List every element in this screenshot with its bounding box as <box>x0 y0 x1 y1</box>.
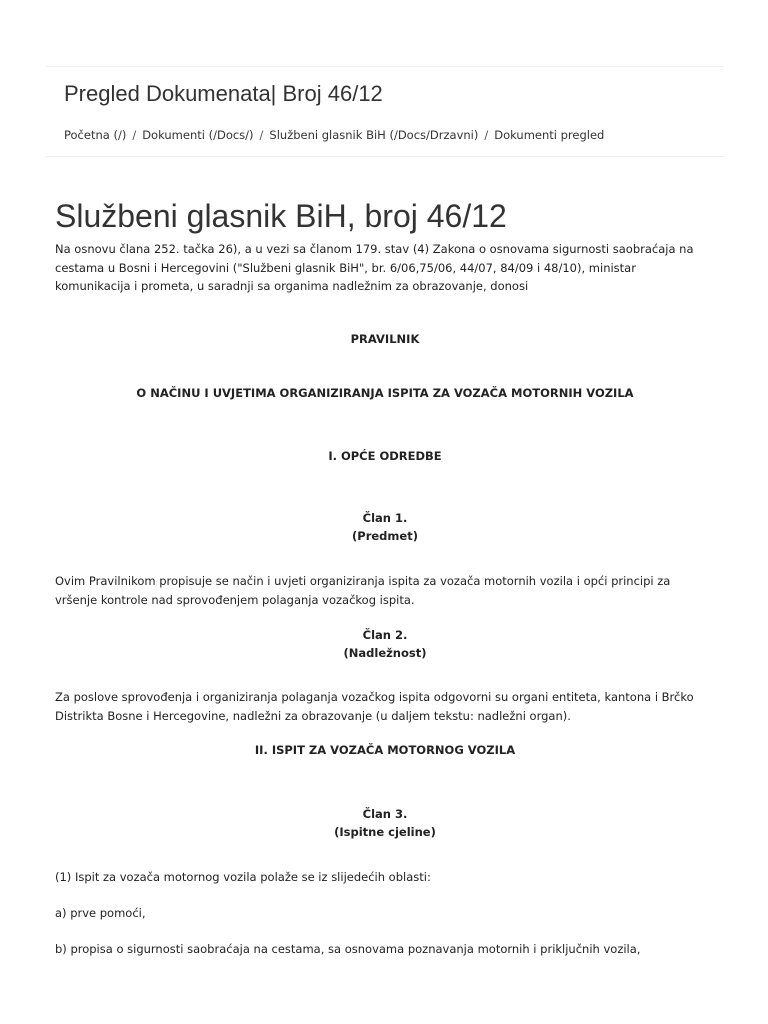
article-2-title: Član 2. <box>362 628 408 642</box>
breadcrumb-separator: / <box>132 128 137 142</box>
breadcrumb-home-link[interactable]: Početna (/) <box>64 128 127 142</box>
document-title: Službeni glasnik BiH, broj 46/12 <box>55 198 507 234</box>
page-title: Pregled Dokumenata| Broj 46/12 <box>64 81 383 106</box>
article-3-subtitle: (Ispitne cjeline) <box>334 825 436 839</box>
article-3-item-b: b) propisa o sigurnosti saobraćaja na cestama, sa osnovama poznavanja motornih i priključnih vozila, <box>55 942 641 956</box>
section-heading-1: I. OPĆE ODREDBE <box>328 449 442 463</box>
heading-subtitle: O NAČINU I UVJETIMA ORGANIZIRANJA ISPITA ZA VOZAČA MOTORNIH VOZILA <box>136 386 634 400</box>
section-heading-2: II. ISPIT ZA VOZAČA MOTORNOG VOZILA <box>254 743 516 757</box>
page-header <box>46 66 724 157</box>
article-2-text: Za poslove sprovođenja i organiziranja polaganja vozačkog ispita odgovorni su organi entiteta, kantona i Brčko Distrikta Bosne i Hercegovine, nadležni za obrazovanje (u daljem tekstu: nadležni organ). <box>55 690 694 723</box>
heading-pravilnik: PRAVILNIK <box>350 332 420 346</box>
article-1-text: Ovim Pravilnikom propisuje se način i uvjeti organiziranja ispita za vozača motornih vozila i opći principi za vršenje kontrole nad sprovođenjem polaganja vozačkog ispita. <box>55 574 671 607</box>
breadcrumb-current: Dokumenti pregled <box>494 128 605 142</box>
breadcrumb-gazette-link[interactable]: Službeni glasnik BiH (/Docs/Drzavni) <box>269 128 479 142</box>
article-3-item-a: a) prve pomoći, <box>55 906 146 920</box>
article-3-paragraph-1: (1) Ispit za vozača motornog vozila polaže se iz slijedećih oblasti: <box>55 870 431 884</box>
breadcrumb-documents-link[interactable]: Dokumenti (/Docs/) <box>142 128 254 142</box>
article-1-subtitle: (Predmet) <box>352 529 418 543</box>
article-2-subtitle: (Nadležnost) <box>343 646 427 660</box>
article-1-title: Član 1. <box>362 511 408 525</box>
breadcrumb-separator: / <box>484 128 489 142</box>
breadcrumb <box>64 128 604 142</box>
intro-paragraph: Na osnovu člana 252. tačka 26), a u vezi sa članom 179. stav (4) Zakona o osnovama sigurnosti saobraćaja na cestama u Bosni i Hercegovini ("Službeni glasnik BiH", br. 6/06,75/06, 44/07, 84/09 i 48/10), ministar komunikacija i prometa, u saradnji sa organima nadležnim za obrazovanje, donosi <box>55 242 694 293</box>
article-3-title: Član 3. <box>362 807 408 821</box>
breadcrumb-separator: / <box>259 128 264 142</box>
